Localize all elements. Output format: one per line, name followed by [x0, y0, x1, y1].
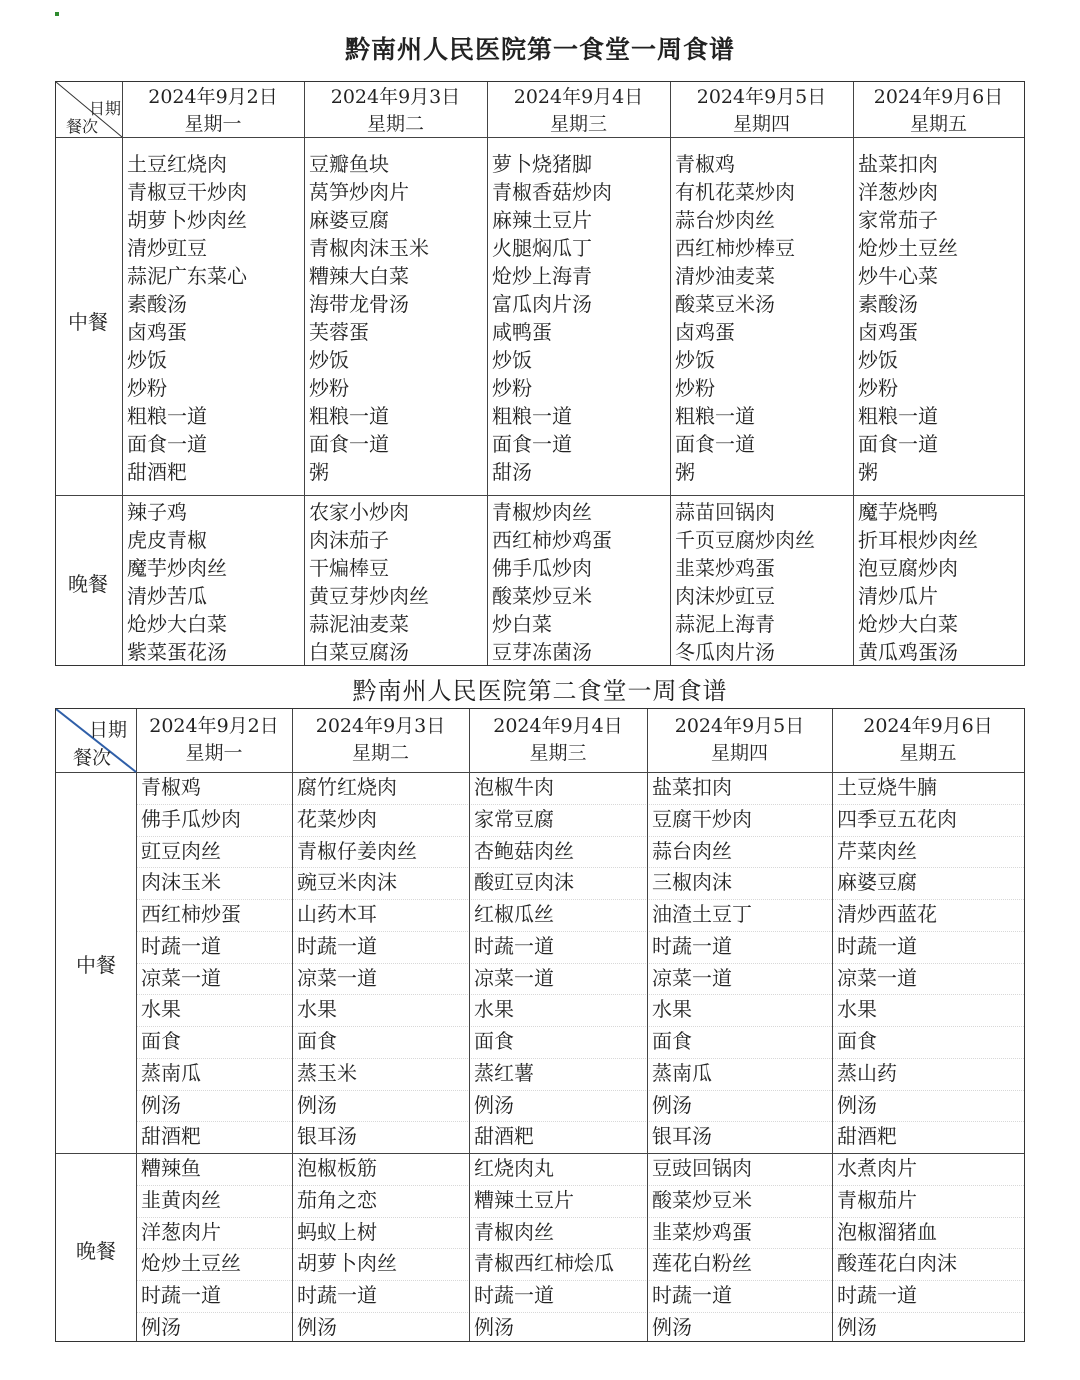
dish-item: 蒜泥广东菜心 — [127, 264, 247, 288]
dish-item: 例汤 — [297, 1092, 337, 1117]
dish-item: 清炒瓜片 — [858, 584, 938, 608]
dish-item: 例汤 — [141, 1092, 181, 1117]
dish-item: 山药木耳 — [297, 902, 377, 926]
dish-item: 洋葱肉片 — [141, 1219, 221, 1244]
dish-item: 时蔬一道 — [141, 1283, 221, 1307]
dish-item: 粥 — [309, 460, 329, 484]
dish-item: 糟辣鱼 — [141, 1156, 201, 1180]
canteen2-dinner-label: 晚餐 — [76, 1239, 116, 1263]
dish-item: 炝炒大白菜 — [858, 612, 958, 636]
canteen2-corner-meal: 餐次 — [73, 747, 112, 769]
dish-item: 咸鸭蛋 — [492, 320, 552, 344]
dish-item: 蒜台肉丝 — [652, 838, 732, 863]
day-date: 2024年9月3日 — [330, 86, 461, 108]
dish-item: 炝炒上海青 — [492, 264, 592, 288]
day-date: 2024年9月4日 — [513, 86, 644, 108]
dish-item: 粗粮一道 — [127, 404, 207, 428]
dish-item: 家常豆腐 — [474, 806, 554, 831]
dish-item: 银耳汤 — [297, 1124, 357, 1149]
dish-item: 炒粉 — [675, 376, 715, 400]
dish-item: 卤鸡蛋 — [858, 320, 918, 344]
dish-item: 韭黄肉丝 — [141, 1187, 221, 1212]
canteen1-corner-meal: 餐次 — [66, 117, 99, 136]
dish-item: 海带龙骨汤 — [309, 292, 409, 316]
dish-item: 时蔬一道 — [297, 933, 377, 958]
day-weekday: 星期三 — [529, 742, 587, 764]
day-weekday: 星期一 — [185, 742, 243, 764]
dish-item: 黄瓜鸡蛋汤 — [858, 640, 958, 664]
dish-item: 面食 — [297, 1029, 337, 1053]
dish-item: 酸菜炒豆米 — [652, 1187, 752, 1212]
dish-item: 面食 — [474, 1029, 514, 1053]
dish-item: 炒饭 — [675, 348, 715, 372]
day-weekday: 星期二 — [366, 113, 424, 135]
dish-item: 西红柿炒棒豆 — [675, 236, 795, 260]
dish-item: 千页豆腐炒肉丝 — [675, 528, 815, 552]
dish-item: 豌豆米肉沫 — [297, 870, 397, 895]
dish-item: 炒粉 — [127, 376, 167, 400]
dish-item: 蒸红薯 — [474, 1060, 534, 1085]
day-date: 2024年9月2日 — [148, 86, 278, 108]
dish-item: 麻辣土豆片 — [492, 208, 592, 232]
dish-item: 甜酒粑 — [127, 460, 187, 484]
day-weekday: 星期四 — [710, 742, 768, 764]
dish-item: 面食一道 — [127, 432, 207, 456]
dish-item: 豆豉回锅肉 — [652, 1156, 752, 1180]
canteen2-lunch-col — [297, 772, 417, 1153]
dish-item: 卤鸡蛋 — [127, 320, 187, 344]
dish-item: 时蔬一道 — [474, 1283, 554, 1307]
canteen1-lunch-label: 中餐 — [68, 310, 108, 334]
day-weekday: 星期一 — [184, 113, 242, 135]
dish-item: 蒸南瓜 — [652, 1060, 712, 1085]
dish-item: 芙蓉蛋 — [309, 320, 369, 344]
day-date: 2024年9月4日 — [493, 715, 623, 737]
canteen2-day-header — [832, 713, 1024, 767]
canteen1-dinner-label: 晚餐 — [68, 572, 108, 596]
dish-item: 有机花菜炒肉 — [675, 180, 795, 204]
dish-item: 蒜泥油麦菜 — [309, 612, 409, 636]
canteen2-grid — [55, 708, 1025, 1342]
dish-item: 炒粉 — [309, 376, 349, 400]
dish-item: 甜酒粑 — [837, 1124, 897, 1149]
dish-item: 青椒肉丝 — [474, 1219, 554, 1244]
dish-item: 银耳汤 — [652, 1124, 712, 1149]
dish-item: 甜酒粑 — [474, 1124, 534, 1149]
dish-item: 洋葱炒肉 — [858, 180, 938, 204]
dish-item: 面食一道 — [675, 432, 755, 456]
dish-item: 莲花白粉丝 — [652, 1251, 752, 1276]
canteen1-day-header — [487, 84, 670, 138]
canteen2-day-header — [136, 713, 292, 767]
dish-item: 佛手瓜炒肉 — [492, 556, 592, 580]
dish-item: 紫菜蛋花汤 — [127, 640, 227, 664]
dish-item: 水煮肉片 — [837, 1156, 917, 1180]
dish-item: 蒸山药 — [837, 1060, 897, 1085]
dish-item: 泡豆腐炒肉 — [858, 556, 958, 580]
dish-item: 西红柿炒蛋 — [141, 902, 241, 926]
canteen2-day-header — [292, 713, 469, 767]
dish-item: 酸莲花白肉沫 — [837, 1251, 957, 1276]
day-weekday: 星期五 — [899, 742, 957, 764]
dish-item: 花菜炒肉 — [297, 806, 377, 831]
dish-item: 折耳根炒肉丝 — [858, 528, 978, 552]
dish-item: 青椒炒肉丝 — [492, 500, 592, 524]
dish-item: 豇豆肉丝 — [141, 838, 221, 863]
day-weekday: 星期五 — [909, 113, 967, 135]
dish-item: 时蔬一道 — [141, 933, 221, 958]
dish-item: 粗粮一道 — [309, 404, 389, 428]
dish-item: 炝炒土豆丝 — [141, 1251, 241, 1276]
canteen2-dinner-col — [652, 1153, 752, 1344]
dish-item: 蒸玉米 — [297, 1060, 357, 1085]
canteen2-lunch-col — [837, 772, 957, 1153]
dish-item: 红烧肉丸 — [474, 1156, 554, 1180]
dish-item: 粥 — [858, 460, 878, 484]
dish-item: 例汤 — [297, 1314, 337, 1339]
dish-item: 粗粮一道 — [858, 404, 938, 428]
dish-item: 火腿焖瓜丁 — [492, 236, 592, 260]
dish-item: 家常茄子 — [858, 208, 938, 232]
day-date: 2024年9月2日 — [149, 715, 279, 737]
dish-item: 时蔬一道 — [837, 1283, 917, 1307]
dish-item: 青椒肉沫玉米 — [309, 236, 429, 260]
dish-item: 腐竹红烧肉 — [297, 775, 397, 799]
dish-item: 例汤 — [474, 1314, 514, 1339]
dish-item: 胡萝卜肉丝 — [297, 1251, 397, 1276]
dish-item: 蒜台炒肉丝 — [675, 208, 775, 232]
dish-item: 例汤 — [652, 1092, 692, 1117]
dish-item: 白菜豆腐汤 — [309, 640, 409, 664]
day-date: 2024年9月3日 — [315, 715, 446, 737]
dish-item: 泡椒板筋 — [297, 1156, 377, 1180]
day-weekday: 星期三 — [549, 113, 607, 135]
dish-item: 泡椒牛肉 — [474, 775, 554, 799]
day-date: 2024年9月6日 — [873, 86, 1004, 108]
dish-item: 蒸南瓜 — [141, 1060, 201, 1085]
dish-item: 时蔬一道 — [297, 1283, 377, 1307]
dish-item: 凉菜一道 — [297, 965, 377, 990]
dish-item: 凉菜一道 — [474, 965, 554, 990]
canteen2-lunch-col — [474, 772, 574, 1153]
canteen2-day-header — [647, 713, 832, 767]
canteen2-dinner-col — [141, 1153, 241, 1344]
dish-item: 青椒鸡 — [675, 152, 735, 176]
dish-item: 土豆红烧肉 — [127, 152, 227, 176]
dish-item: 魔芋炒肉丝 — [127, 556, 227, 580]
canteen2-dinner-col — [297, 1153, 397, 1344]
day-weekday: 星期二 — [351, 742, 409, 764]
canteen2-title: 黔南州人民医院第二食堂一周食谱 — [352, 676, 728, 705]
canteen1-day-header — [853, 84, 1024, 138]
dish-item: 萝卜烧猪脚 — [492, 152, 592, 176]
dish-item: 茄角之恋 — [297, 1187, 377, 1212]
dish-item: 酸菜豆米汤 — [675, 292, 775, 316]
dish-item: 肉沫茄子 — [309, 528, 389, 552]
dish-item: 水果 — [297, 997, 337, 1022]
canteen2-dinner-col — [837, 1153, 957, 1344]
canteen2-day-header — [469, 713, 647, 767]
canteen1-grid — [55, 81, 1025, 666]
dish-item: 蒜泥上海青 — [675, 612, 775, 636]
dish-item: 肉沫玉米 — [141, 870, 221, 895]
dish-item: 泡椒溜猪血 — [837, 1219, 937, 1244]
dish-item: 例汤 — [474, 1092, 514, 1117]
dish-item: 青椒香菇炒肉 — [492, 180, 612, 204]
dish-item: 韭菜炒鸡蛋 — [652, 1219, 752, 1244]
dish-item: 炒粉 — [492, 376, 532, 400]
dish-item: 清炒油麦菜 — [675, 264, 775, 288]
dish-item: 水果 — [474, 997, 514, 1022]
dish-item: 蒜苗回锅肉 — [675, 500, 775, 524]
dish-item: 水果 — [837, 997, 877, 1022]
dish-item: 虎皮青椒 — [127, 528, 207, 552]
dish-item: 甜酒粑 — [141, 1124, 201, 1149]
dish-item: 佛手瓜炒肉 — [141, 806, 241, 831]
canteen2-corner-date: 日期 — [89, 719, 128, 741]
dish-item: 麻婆豆腐 — [309, 208, 389, 232]
dish-item: 豆瓣鱼块 — [309, 152, 389, 176]
dish-item: 粗粮一道 — [492, 404, 572, 428]
dish-item: 清炒西蓝花 — [837, 902, 937, 926]
dish-item: 辣子鸡 — [127, 500, 187, 524]
dish-item: 青椒鸡 — [141, 775, 201, 799]
dish-item: 炝炒大白菜 — [127, 612, 227, 636]
dish-item: 杏鲍菇肉丝 — [474, 838, 574, 863]
dish-item: 韭菜炒鸡蛋 — [675, 556, 775, 580]
dish-item: 四季豆五花肉 — [837, 806, 957, 831]
dish-item: 水果 — [652, 997, 692, 1022]
dish-item: 面食一道 — [858, 432, 938, 456]
dish-item: 炒饭 — [858, 348, 898, 372]
dish-item: 盐菜扣肉 — [858, 152, 938, 176]
day-date: 2024年9月6日 — [863, 715, 993, 737]
dish-item: 青椒西红柿烩瓜 — [474, 1251, 614, 1276]
dish-item: 西红柿炒鸡蛋 — [492, 528, 612, 552]
dish-item: 时蔬一道 — [652, 933, 732, 958]
dish-item: 胡萝卜炒肉丝 — [127, 208, 247, 232]
dish-item: 盐菜扣肉 — [652, 775, 732, 799]
canteen1-day-header — [304, 84, 487, 138]
dish-item: 时蔬一道 — [652, 1283, 732, 1307]
dish-item: 例汤 — [141, 1314, 181, 1339]
dish-item: 清炒苦瓜 — [127, 584, 207, 608]
dish-item: 青椒仔姜肉丝 — [297, 838, 417, 863]
dish-item: 凉菜一道 — [652, 965, 732, 990]
dish-item: 肉沫炒豇豆 — [675, 584, 775, 608]
dish-item: 卤鸡蛋 — [675, 320, 735, 344]
dish-item: 麻婆豆腐 — [837, 870, 917, 895]
dish-item: 炒牛心菜 — [858, 264, 938, 288]
dish-item: 芹菜肉丝 — [837, 838, 917, 863]
dish-item: 粗粮一道 — [675, 404, 755, 428]
dish-item: 糟辣大白菜 — [309, 264, 409, 288]
dish-item: 例汤 — [652, 1314, 692, 1339]
dish-item: 炒饭 — [492, 348, 532, 372]
dish-item: 土豆烧牛腩 — [837, 775, 937, 799]
canteen1-corner-date: 日期 — [89, 99, 122, 118]
dish-item: 炒粉 — [858, 376, 898, 400]
dish-item: 青椒豆干炒肉 — [127, 180, 247, 204]
dish-item: 面食 — [141, 1029, 181, 1053]
dish-item: 青椒茄片 — [837, 1187, 917, 1212]
dish-item: 面食一道 — [492, 432, 572, 456]
dish-item: 炝炒土豆丝 — [858, 236, 958, 260]
day-date: 2024年9月5日 — [696, 86, 827, 108]
canteen2-lunch-col — [652, 772, 752, 1153]
dish-item: 时蔬一道 — [837, 933, 917, 958]
dish-item: 粥 — [675, 460, 695, 484]
dish-item: 魔芋烧鸭 — [858, 500, 938, 524]
dish-item: 豆芽冻菌汤 — [492, 640, 592, 664]
canteen2-lunch-label: 中餐 — [76, 953, 116, 977]
dish-item: 黄豆芽炒肉丝 — [309, 584, 429, 608]
dish-item: 糟辣土豆片 — [474, 1187, 574, 1212]
dish-item: 红椒瓜丝 — [474, 902, 554, 926]
dish-item: 例汤 — [837, 1092, 877, 1117]
canteen1-day-header — [670, 84, 853, 138]
dish-item: 清炒豇豆 — [127, 236, 207, 260]
dish-item: 冬瓜肉片汤 — [675, 640, 775, 664]
canteen2-lunch-col — [141, 772, 241, 1153]
canteen1-menu-table — [55, 14, 1025, 666]
day-date: 2024年9月5日 — [674, 715, 805, 737]
dish-item: 油渣土豆丁 — [652, 902, 752, 926]
dish-item: 炒饭 — [127, 348, 167, 372]
dish-item: 面食一道 — [309, 432, 389, 456]
dish-item: 蚂蚁上树 — [297, 1219, 377, 1244]
dish-item: 富瓜肉片汤 — [492, 292, 592, 316]
dish-item: 炒饭 — [309, 348, 349, 372]
dish-item: 凉菜一道 — [141, 965, 221, 990]
canteen2-dinner-col — [474, 1153, 614, 1344]
dish-item: 豆腐干炒肉 — [652, 806, 752, 831]
dish-item: 三椒肉沫 — [652, 870, 732, 895]
dish-item: 炒白菜 — [492, 612, 552, 636]
dish-item: 时蔬一道 — [474, 933, 554, 958]
dish-item: 凉菜一道 — [837, 965, 917, 990]
dish-item: 素酸汤 — [127, 292, 187, 316]
dish-item: 面食 — [652, 1029, 692, 1053]
dish-item: 农家小炒肉 — [309, 500, 409, 524]
dish-item: 例汤 — [837, 1314, 877, 1339]
dish-item: 莴笋炒肉片 — [309, 180, 409, 204]
dish-item: 水果 — [141, 997, 181, 1022]
dish-item: 干煸棒豆 — [309, 556, 389, 580]
day-weekday: 星期四 — [732, 113, 790, 135]
dish-item: 面食 — [837, 1029, 877, 1053]
dish-item: 酸菜炒豆米 — [492, 584, 592, 608]
dish-item: 素酸汤 — [858, 292, 918, 316]
canteen1-title: 黔南州人民医院第一食堂一周食谱 — [344, 35, 735, 64]
dish-item: 甜汤 — [492, 460, 532, 484]
dish-item: 酸豇豆肉沫 — [474, 870, 574, 895]
canteen1-day-header — [122, 84, 304, 138]
